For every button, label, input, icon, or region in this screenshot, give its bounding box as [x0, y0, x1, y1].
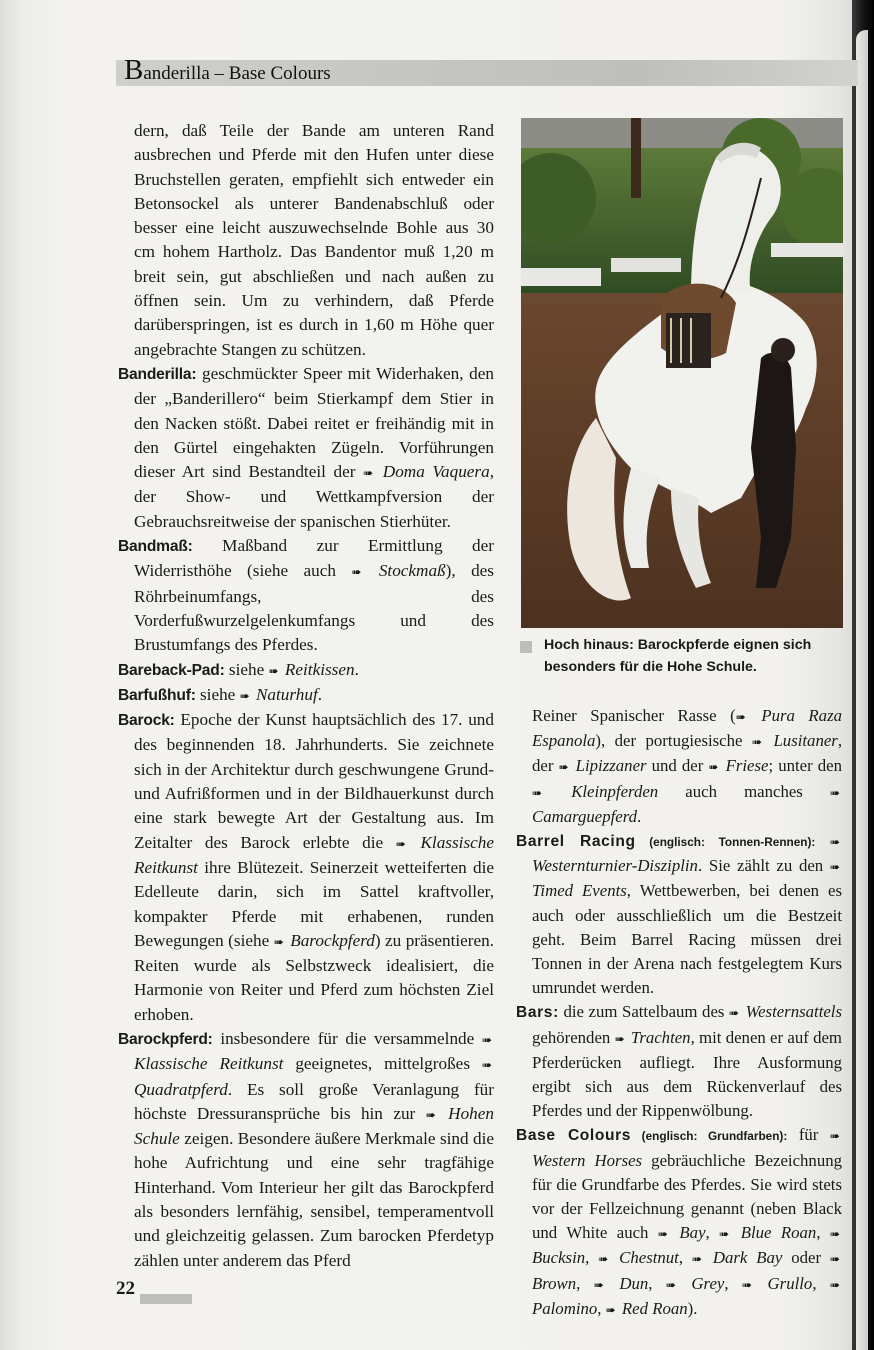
cross-ref-dun[interactable]: Dun	[619, 1273, 649, 1293]
entry-text: ).	[687, 1298, 698, 1318]
entry-text: , Wettbewerben, bei denen es auch oder ausschließlich um die Bestzeit geht. Beim Barrel Racing müssen drei Tonnen in der Arena nach festgelegtem Kurs umrundet werden.	[532, 881, 842, 998]
entry-text: Maßband zur Ermittlung der Widerristhöhe (siehe auch	[134, 536, 494, 581]
entry-text: , der Show- und Wettkampfversion der Gebrauchsreitweise der spanischen Stierhüter.	[134, 462, 495, 531]
entry-text: . Sie zählt zu den	[697, 856, 830, 876]
entry-text: geschmückter Speer mit Widerhaken, den der „Banderillero“ beim Stierkampf dem Stier in den Nacken stößt. Dabei reitet er freihändig mit in den Gürtel eingehakten Zügeln. Vorführungen dieser Art sind Bestandteil der	[134, 363, 494, 482]
entry-text: oder	[782, 1248, 830, 1268]
cross-ref-bay[interactable]: Bay	[679, 1223, 706, 1243]
cross-ref-doma-vaquera[interactable]: Doma Vaquera	[382, 462, 490, 482]
entry-barock	[118, 708, 494, 1027]
entry-text: ), der portugiesische	[595, 731, 752, 751]
cross-ref-camarguepferd[interactable]: Camarguepferd	[532, 806, 638, 826]
entry-text: .	[637, 806, 642, 826]
term-barrel-racing: Barrel Racing	[516, 833, 636, 851]
cross-ref-pura-raza-espanola[interactable]: Pura Raza Espanola	[532, 706, 842, 751]
entry-text: ,	[816, 1223, 830, 1243]
cross-ref-quadratpferd[interactable]: Quadratpferd	[134, 1079, 228, 1099]
page-header-title	[124, 54, 331, 87]
cross-ref-friese[interactable]: Friese	[725, 756, 769, 776]
cross-ref-westernturnier-disziplin[interactable]: Westernturnier-Disziplin	[532, 856, 698, 876]
arrow-right-icon: ➠	[691, 1252, 702, 1267]
arrow-right-icon: ➠	[268, 663, 279, 678]
entry-banderilla	[118, 362, 494, 534]
arrow-right-icon: ➠	[239, 688, 250, 703]
entry-bandmass	[118, 534, 494, 657]
arrow-right-icon: ➠	[708, 760, 719, 775]
arrow-right-icon: ➠	[593, 1277, 604, 1292]
cross-ref-lipizzaner[interactable]: Lipizzaner	[575, 756, 647, 776]
cross-ref-grullo[interactable]: Grullo	[767, 1273, 813, 1293]
cross-ref-dark-bay[interactable]: Dark Bay	[712, 1248, 783, 1268]
cross-ref-grey[interactable]: Grey	[691, 1273, 725, 1293]
cross-ref-palomino[interactable]: Palomino	[532, 1298, 598, 1318]
cross-ref-hohen-schule[interactable]: Hohen Schule	[134, 1103, 494, 1149]
entry-text: ,	[812, 1273, 830, 1293]
cross-ref-stockmass[interactable]: Stockmaß	[378, 561, 446, 581]
entry-bars	[516, 1000, 842, 1123]
right-column	[516, 704, 842, 1322]
arrow-right-icon: ➠	[829, 860, 840, 875]
arrow-right-icon: ➠	[425, 1107, 436, 1122]
entry-text: ,	[576, 1273, 594, 1293]
entry-text: insbesondere für die versammelnde	[212, 1028, 482, 1048]
header-title-rest: anderilla – Base Colours	[143, 63, 331, 84]
entry-text: gebräuchliche Bezeichnung für die Grundfarbe des Pferdes. Sie wird stets vor der Fellzeichnung genannt (neben Black und White auch	[532, 1150, 842, 1243]
footer-bar	[140, 1294, 192, 1304]
entry-text: . Es soll große Veranlagung für höchste Dressuransprüche bis hin zur	[134, 1079, 494, 1123]
arrow-right-icon: ➠	[719, 1227, 730, 1242]
arrow-right-icon: ➠	[657, 1227, 668, 1242]
arrow-right-icon: ➠	[829, 1227, 841, 1242]
cross-ref-bucksin[interactable]: Bucksin	[532, 1248, 586, 1268]
entry-text: siehe	[224, 659, 269, 679]
entry-text: zeigen. Besondere äußere Merkmale sind die hohe Aufrichtung und eine sehr tragfähige Hinterhand. Vom Interieur her gilt das Barockpferd als besonders lernfähig, sensibel, temperamentvoll und gleichzeitig gelassen. Zum barocken Pferdetyp zählen unter anderem das Pferd	[134, 1129, 494, 1270]
term-barockpferd: Barockpferd:	[118, 1030, 213, 1048]
arrow-right-icon: ➠	[829, 1277, 841, 1292]
arrow-right-icon: ➠	[729, 1006, 740, 1021]
entry-continuation: dern, daß Teile der Bande am unteren Rand ausbrechen und Pferde mit den Hufen unter diese Bruchstellen geraten, empfiehlt sich entweder ein Betonsockel als unterer Bandenabschluß oder besser eine leicht auszuwechselnde Bohle aus 30 cm hohem Hartholz. Das Bandentor muß 1,20 m breit sein, gut abschließen und nach außen zu öffnen sein. Um zu verhindern, daß Pferde darüberspringen, ist es durch in 1,60 m Höhe quer angebrachte Stangen zu schützen.	[134, 121, 494, 359]
cross-ref-timed-events[interactable]: Timed Events	[532, 881, 627, 901]
cross-ref-kleinpferden[interactable]: Kleinpferden	[571, 781, 659, 801]
arrow-right-icon: ➠	[829, 835, 840, 850]
cross-ref-naturhuf[interactable]: Naturhuf	[255, 684, 318, 704]
entry-text	[815, 831, 830, 850]
entry-base-colours	[516, 1123, 842, 1322]
entry-bareback-pad	[118, 658, 494, 683]
cross-ref-reitkissen[interactable]: Reitkissen	[284, 659, 355, 679]
arrow-right-icon: ➠	[273, 934, 284, 949]
arrow-right-icon: ➠	[829, 1129, 840, 1144]
entry-barfusshuf	[118, 683, 494, 708]
term-banderilla: Banderilla:	[118, 365, 197, 383]
photo-caption: Hoch hinaus: Barockpferde eignen sich besonders für die Hohe Schule.	[544, 637, 812, 675]
entry-text: Reiner Spanischer Rasse (	[532, 706, 736, 725]
translation-note: (englisch: Tonnen-Rennen):	[635, 835, 816, 850]
arrow-right-icon: ➠	[532, 785, 543, 800]
next-page-edge	[856, 30, 868, 1350]
cross-ref-brown[interactable]: Brown	[532, 1273, 577, 1293]
cross-ref-chestnut[interactable]: Chestnut	[619, 1248, 679, 1268]
entry-text: siehe	[195, 684, 240, 704]
caption-marker	[520, 641, 532, 653]
cross-ref-klassische-reitkunst[interactable]: Klassische Reitkunst	[134, 832, 494, 877]
cross-ref-westernsattels[interactable]: Westernsattels	[745, 1002, 842, 1022]
arrow-right-icon: ➠	[351, 565, 362, 580]
cross-ref-western-horses[interactable]: Western Horses	[532, 1150, 643, 1170]
entry-text: auch manches	[658, 781, 830, 801]
arrow-right-icon: ➠	[481, 1032, 492, 1047]
left-column	[118, 119, 494, 1273]
arrow-right-icon: ➠	[751, 735, 762, 750]
arrow-right-icon: ➠	[614, 1031, 625, 1046]
term-bars: Bars:	[516, 1004, 559, 1022]
entry-text: , mit denen er auf dem Pferderücken aufliegt. Ihre Ausformung ergibt sich aus dem Rückenverlauf des Pferdes und der Rippenwölbung.	[532, 1027, 842, 1121]
arrow-right-icon: ➠	[363, 466, 374, 481]
arrow-right-icon: ➠	[735, 710, 746, 724]
arrow-right-icon: ➠	[742, 1277, 753, 1292]
term-barfusshuf: Barfußhuf:	[118, 686, 196, 704]
arrow-right-icon: ➠	[829, 785, 840, 800]
rearing-horse-image	[521, 118, 843, 628]
entry-text: gehörenden	[532, 1027, 615, 1047]
entry-text: ,	[705, 1223, 720, 1243]
arrow-right-icon: ➠	[481, 1058, 492, 1073]
entry-text: für	[787, 1125, 830, 1145]
entry-text: Epoche der Kunst hauptsächlich des 17. und des beginnenden 18. Jahrhunderts. Sie zeichnete sich in der Architektur durch geschwungene Grund- und Aufrißformen und in der Bildhauerkunst durch eine stark bewegte Art der Gestaltung aus. Im Zeitalter des Barock erlebte die	[134, 710, 494, 852]
entry-barockpferd	[118, 1027, 494, 1273]
arrow-right-icon: ➠	[829, 1252, 841, 1267]
entry-text: ), des Röhrbeinumfangs, des Vorderfußwurzelgelenkumfangs und des Brustumfangs des Pferdes.	[134, 561, 494, 655]
entry-text: ) zu präsentieren. Reiten wurde als Selbstzweck idealisiert, die Harmonie von Reiter und Pferd zum höchsten Ziel erhoben.	[134, 930, 494, 1024]
arrow-right-icon: ➠	[395, 836, 406, 851]
arrow-right-icon: ➠	[598, 1252, 609, 1267]
cross-ref-lusitaner[interactable]: Lusitaner	[773, 731, 838, 751]
translation-note: (englisch: Grundfarben):	[631, 1129, 788, 1144]
entry-text: und der	[646, 756, 709, 776]
cross-ref-klassische-reitkunst[interactable]: Klassische Reitkunst	[134, 1054, 284, 1074]
entry-text: geeignetes, mittelgroßes	[283, 1054, 482, 1074]
entry-text: .	[354, 659, 359, 679]
cross-ref-trachten[interactable]: Trachten	[630, 1027, 691, 1047]
cross-ref-blue-roan[interactable]: Blue Roan	[740, 1223, 817, 1243]
entry-text: ,	[724, 1273, 743, 1293]
term-bandmass: Bandmaß:	[118, 538, 193, 556]
entry-barrel-racing	[516, 829, 842, 1000]
arrow-right-icon: ➠	[558, 760, 569, 775]
cross-ref-red-roan[interactable]: Red Roan	[621, 1298, 688, 1318]
page-number: 22	[116, 1278, 135, 1299]
entry-text: ,	[648, 1273, 666, 1293]
arrow-right-icon: ➠	[605, 1302, 616, 1317]
entry-text: .	[317, 684, 323, 704]
header-initial: B	[124, 54, 144, 86]
term-base-colours: Base Colours	[516, 1127, 632, 1145]
cross-ref-barockpferd[interactable]: Barockpferd	[290, 930, 375, 950]
entry-text: ihre Blütezeit. Seinerzeit wetteiferten die Edelleute darin, sich im Sattel kraftvoller, kompakter Pferde mit erhabenen, runden Bewegungen (siehe	[134, 857, 494, 950]
entry-continuation	[516, 704, 842, 829]
entry-text: ,	[678, 1248, 692, 1268]
entry-text: ,	[585, 1248, 599, 1268]
entry-text: ; unter den	[768, 756, 843, 776]
term-barock: Barock:	[118, 712, 175, 730]
term-bareback-pad: Bareback-Pad:	[118, 661, 225, 679]
entry-text: , der	[532, 731, 843, 776]
horse-photo	[521, 118, 843, 628]
entry-text: die zum Sattelbaum des	[558, 1002, 730, 1022]
arrow-right-icon: ➠	[665, 1277, 676, 1292]
entry-text: ,	[597, 1298, 606, 1318]
